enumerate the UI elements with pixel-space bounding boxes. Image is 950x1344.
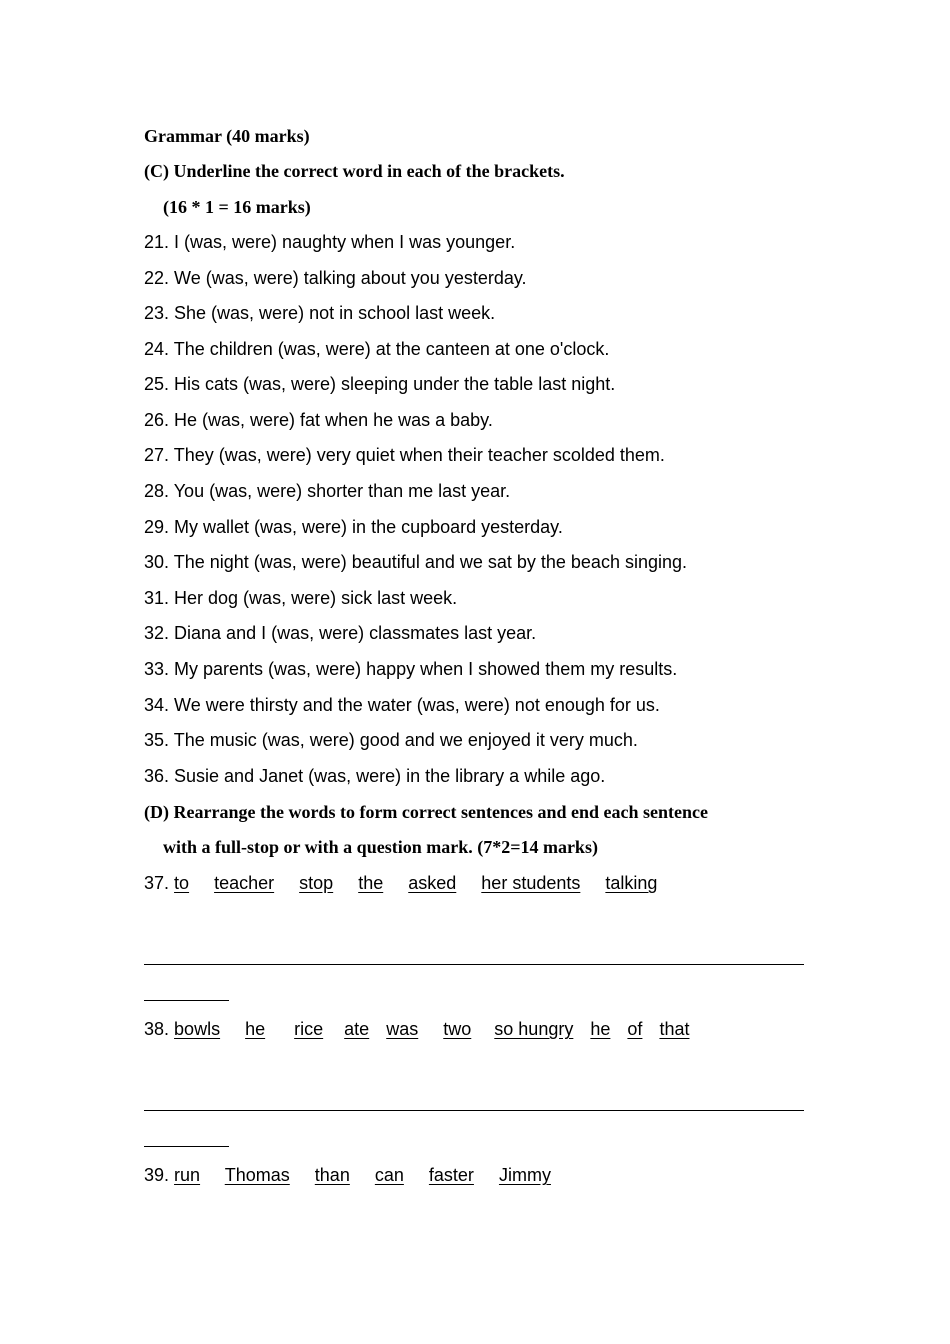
part-d-heading-cont: with a full-stop or with a question mark. (7*2=14 marks) [163, 837, 598, 857]
question-22: 22. We (was, were) talking about you yesterday. [144, 268, 527, 288]
scrambled-word: faster [428, 1165, 474, 1185]
answer-line-tail [144, 1000, 229, 1001]
scrambled-word: was [386, 1019, 419, 1039]
question-34: 34. We were thirsty and the water (was, were) not enough for us. [144, 695, 660, 715]
scrambled-word: Thomas [224, 1165, 290, 1185]
question-24: 24. The children (was, were) at the canteen at one o'clock. [144, 339, 610, 359]
question-21: 21. I (was, were) naughty when I was younger. [144, 232, 516, 252]
scrambled-word: than [314, 1165, 350, 1185]
question-32: 32. Diana and I (was, were) classmates last year. [144, 623, 537, 643]
question-35: 35. The music (was, were) good and we enjoyed it very much. [144, 730, 638, 750]
scrambled-word: Jimmy [498, 1165, 551, 1185]
scrambled-word: run [174, 1165, 201, 1185]
question-30: 30. The night (was, were) beautiful and we sat by the beach singing. [144, 552, 687, 572]
part-c-marks: (16 * 1 = 16 marks) [163, 197, 311, 217]
scrambled-word: asked [408, 873, 457, 893]
scrambled-word: bowls [174, 1019, 221, 1039]
scrambled-word: talking [605, 873, 658, 893]
scrambled-word: stop [299, 873, 334, 893]
question-number: 38. [144, 1019, 170, 1039]
question-29: 29. My wallet (was, were) in the cupboard yesterday. [144, 517, 563, 537]
scrambled-word: he [590, 1019, 611, 1039]
scrambled-word: can [374, 1165, 404, 1185]
scrambled-word: the [358, 873, 384, 893]
question-28: 28. You (was, were) shorter than me last year. [144, 481, 511, 501]
scrambled-word: two [443, 1019, 472, 1039]
scrambled-word: to [174, 873, 190, 893]
scrambled-word: of [627, 1019, 643, 1039]
scrambled-word: he [245, 1019, 266, 1039]
question-33: 33. My parents (was, were) happy when I showed them my results. [144, 659, 678, 679]
scrambled-word: her students [481, 873, 581, 893]
scrambled-word: ate [344, 1019, 370, 1039]
scrambled-word: that [659, 1019, 690, 1039]
question-27: 27. They (was, were) very quiet when their teacher scolded them. [144, 445, 665, 465]
question-26: 26. He (was, were) fat when he was a baby. [144, 410, 493, 430]
section-title: Grammar (40 marks) [144, 126, 310, 146]
scrambled-word: so hungry [494, 1019, 574, 1039]
question-23: 23. She (was, were) not in school last week. [144, 303, 496, 323]
question-31: 31. Her dog (was, were) sick last week. [144, 588, 458, 608]
question-number: 39. [144, 1165, 170, 1185]
scrambled-word: teacher [214, 873, 275, 893]
question-39 [144, 1165, 551, 1186]
answer-line-tail [144, 1146, 229, 1147]
question-37 [144, 873, 657, 894]
answer-line [144, 1110, 804, 1111]
question-36: 36. Susie and Janet (was, were) in the library a while ago. [144, 766, 606, 786]
question-number: 37. [144, 873, 170, 893]
question-25: 25. His cats (was, were) sleeping under the table last night. [144, 374, 616, 394]
answer-line [144, 964, 804, 965]
part-c-heading: (C) Underline the correct word in each of the brackets. [144, 161, 565, 181]
part-d-heading: (D) Rearrange the words to form correct sentences and end each sentence [144, 802, 709, 822]
scrambled-word: rice [294, 1019, 324, 1039]
question-38 [144, 1019, 689, 1040]
